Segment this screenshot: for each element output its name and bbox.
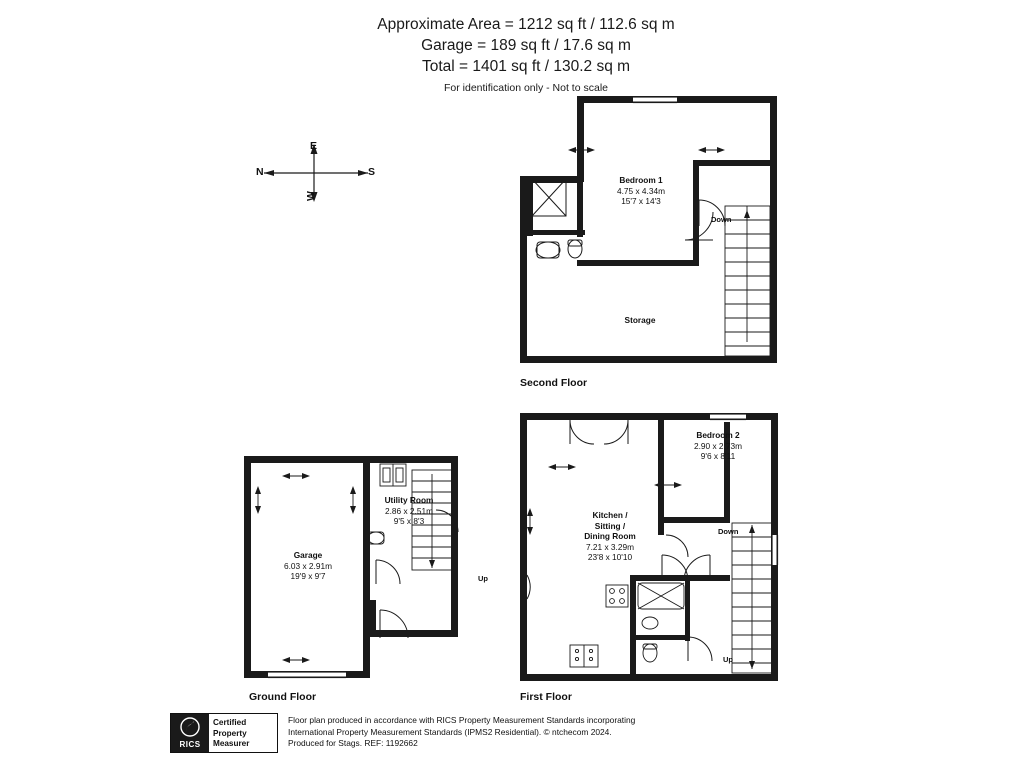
- footer-disclaimer: Floor plan produced in accordance with RICS Property Measurement Standards incorporating International Property Measurement Standards (IPMS2 Residential). © ntchecom 2024. Produced for Stags. REF: 1192662: [288, 715, 636, 748]
- area-summary: [216, 14, 836, 96]
- first-floor-plan: [510, 405, 800, 690]
- room-label-bedroom-2: Bedroom 2 2.90 x 2.73m 9'6 x 8'11: [694, 430, 742, 461]
- garage-area-text: Garage = 189 sq ft / 17.6 sq m: [421, 37, 631, 54]
- rics-certified-badge: [170, 713, 278, 753]
- room-label-garage: Garage 6.03 x 2.91m 19'9 x 9'7: [284, 550, 332, 581]
- total-area-text: Total = 1401 sq ft / 130.2 sq m: [421, 58, 631, 75]
- rics-logo: [171, 714, 209, 752]
- second-floor-drawing: [515, 90, 800, 390]
- approximate-area-text: Approximate Area = 1212 sq ft / 112.6 sq m: [377, 16, 675, 33]
- ground-floor-plan: [240, 450, 525, 685]
- floor-title-second: Second Floor: [520, 377, 588, 389]
- rics-emblem-icon: [171, 714, 209, 740]
- compass-label-south: S: [368, 166, 376, 178]
- stair-label-up-ground: Up: [478, 574, 488, 583]
- identification-note: For identification only - Not to scale: [444, 82, 608, 94]
- footer: [170, 713, 870, 757]
- compass-label-north: N: [256, 166, 264, 178]
- rics-wordmark: RICS: [179, 740, 201, 749]
- floor-title-ground: Ground Floor: [249, 691, 317, 703]
- stair-label-down: Down: [711, 215, 732, 224]
- second-floor-plan: [515, 90, 800, 390]
- compass-rose: [256, 140, 386, 206]
- stair-label-up-first: Up: [723, 655, 733, 664]
- compass-label-west: W: [304, 191, 317, 201]
- compass-label-east: E: [310, 140, 318, 152]
- room-label-utility: Utility Room 2.86 x 2.51m 9'5 x 8'3: [384, 495, 434, 526]
- compass-icon: [256, 140, 386, 206]
- stair-label-down-first: Down: [718, 527, 739, 536]
- room-label-storage: Storage: [624, 315, 656, 325]
- room-label-bedroom-1: Bedroom 1 4.75 x 4.34m 15'7 x 14'3: [617, 175, 665, 206]
- rics-badge-text: Certified Property Measurer: [213, 718, 250, 748]
- floor-title-first: First Floor: [520, 691, 572, 703]
- room-label-kitchen-sitting-dining: Kitchen / Sitting / Dining Room 7.21 x 3.29m 23'8 x 10'10: [584, 510, 636, 562]
